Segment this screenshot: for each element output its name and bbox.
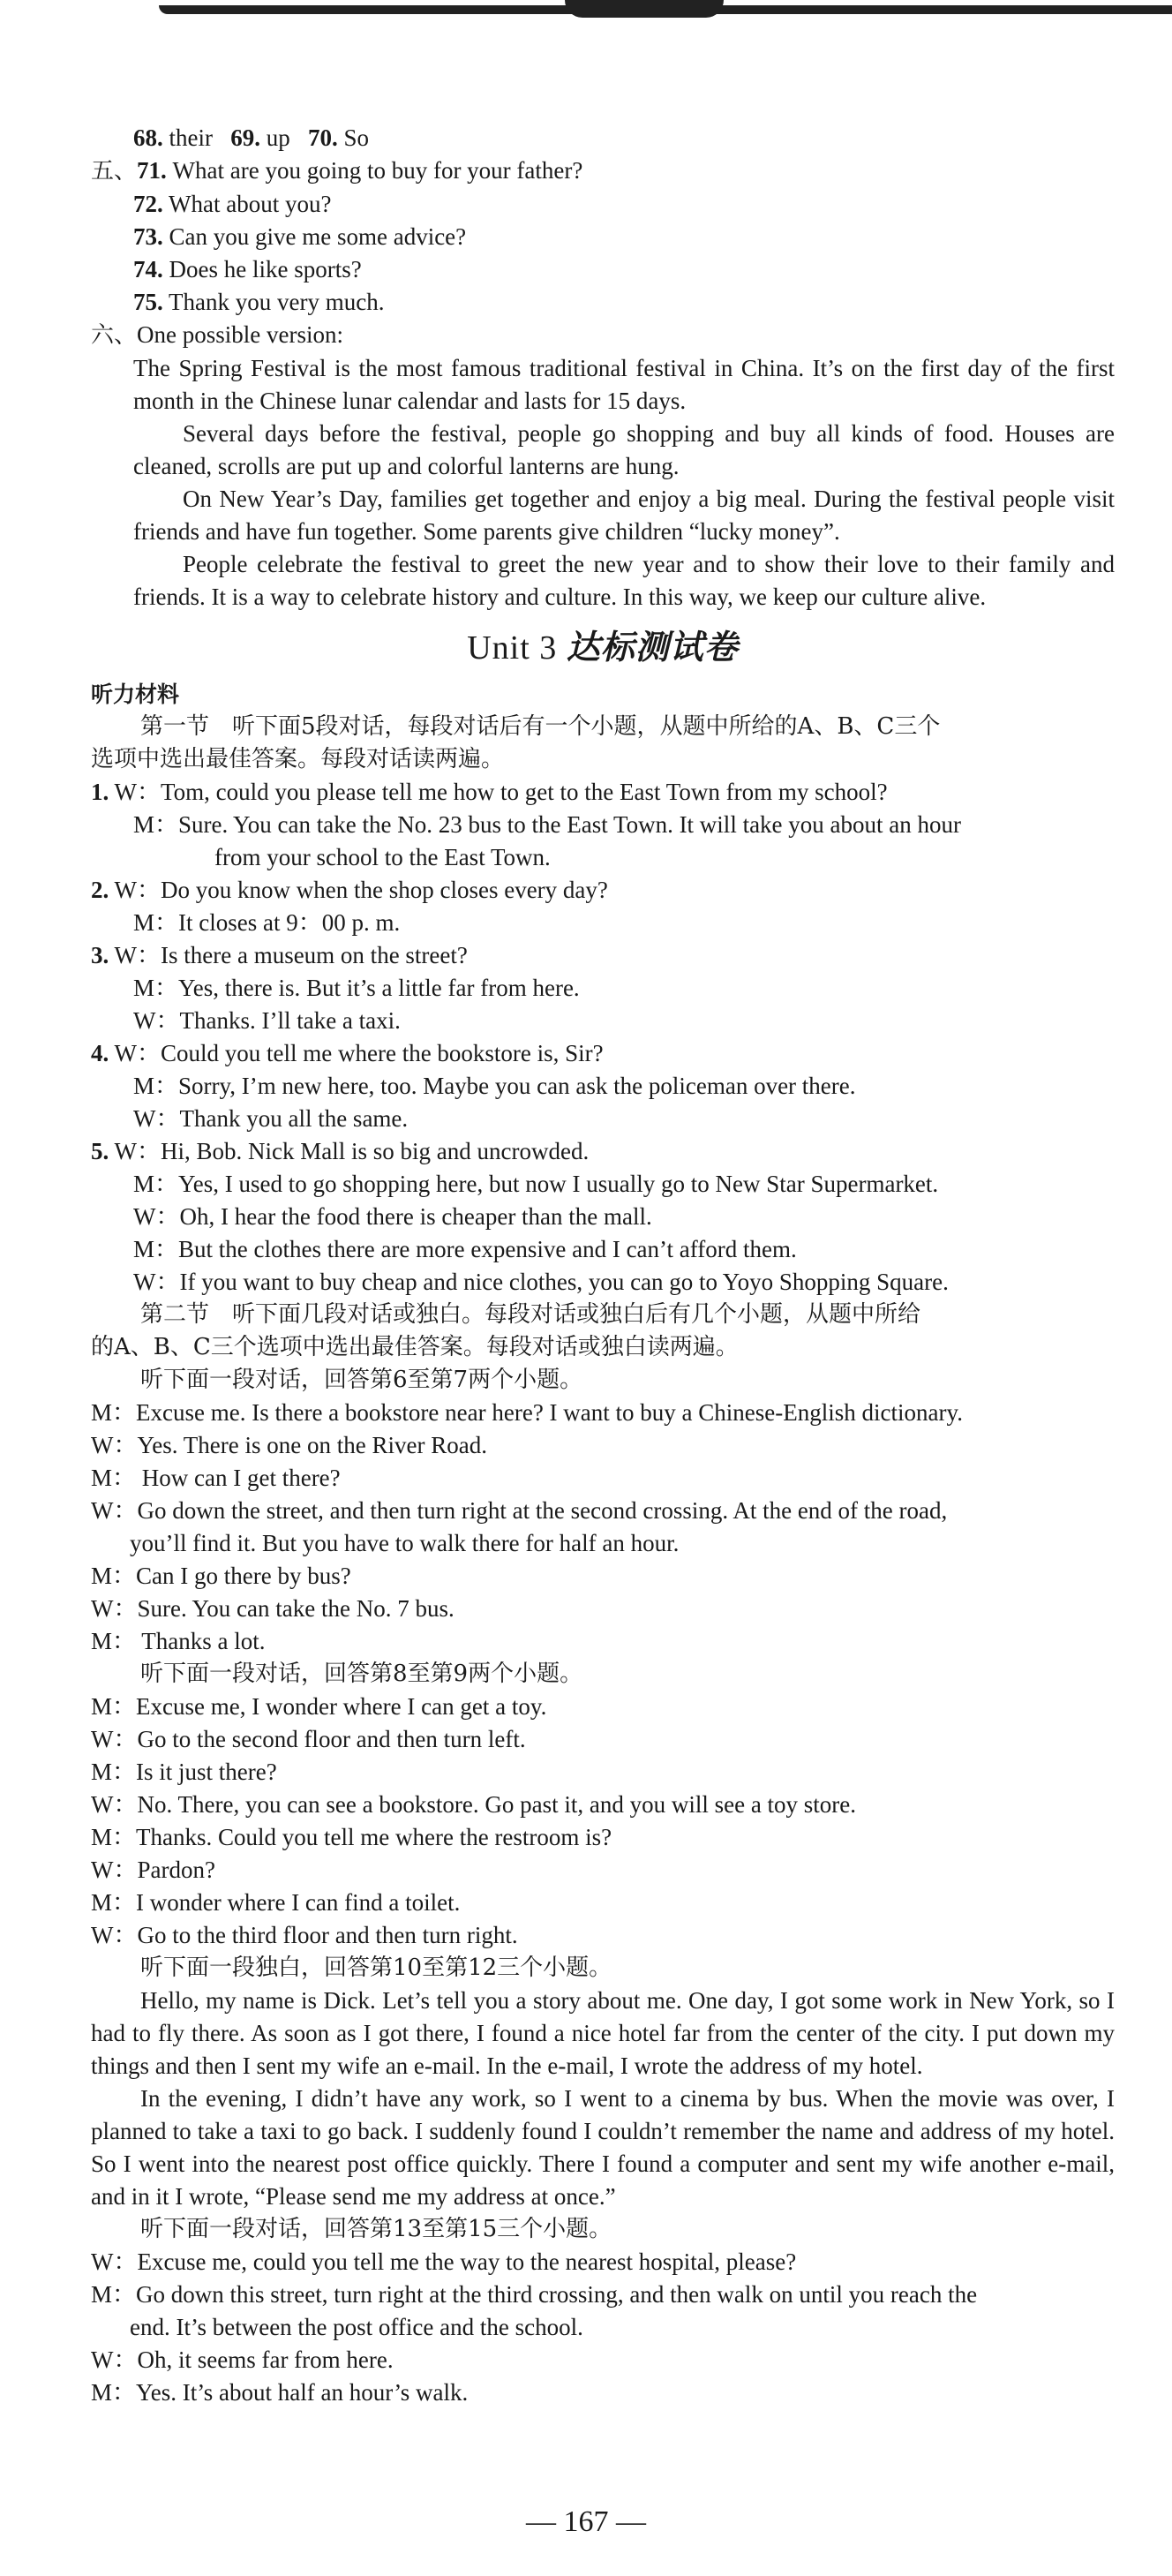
section2-intro-cont: 的A、B、C三个选项中选出最佳答案。每段对话或独白读两遍。 <box>91 1334 739 1360</box>
speaker: M： <box>91 1693 137 1720</box>
utterance: Thanks a lot. <box>136 1628 266 1654</box>
answer-line-72 <box>91 188 1115 221</box>
speaker: W： <box>91 1857 138 1883</box>
speaker: W： <box>114 1040 161 1066</box>
essay-paragraph: People celebrate the festival to greet the new year and to show their love to their family and friends. It is a way to celebrate history and culture. In this way, we keep our culture alive. <box>133 551 1115 610</box>
answer-text: Does he like sports? <box>169 256 362 282</box>
answer-text: up <box>266 124 290 151</box>
utterance: Tom, could you please tell me how to get to the East Town from my school? <box>161 779 888 805</box>
utterance: Go down this street, turn right at the third crossing, and then walk on until you reach the <box>136 2281 978 2308</box>
speaker: M： <box>91 1889 137 1916</box>
speaker: W： <box>91 1791 138 1818</box>
answer-line-68-70 <box>91 122 1115 154</box>
speaker: M： <box>133 1171 179 1197</box>
speaker: M： <box>91 1465 137 1491</box>
speaker: W： <box>133 1105 180 1132</box>
answer-line-75 <box>91 286 1115 319</box>
speaker: M： <box>91 2379 137 2406</box>
utterance: I wonder where I can find a toilet. <box>136 1889 461 1916</box>
speaker: M： <box>91 1824 137 1850</box>
speaker: W： <box>133 1007 180 1034</box>
answer-number: 69. <box>230 124 260 151</box>
utterance: Can I go there by bus? <box>136 1563 351 1589</box>
scan-edge-notch <box>565 0 724 18</box>
speaker: W： <box>91 1497 138 1524</box>
answer-text: Thank you very much. <box>169 289 385 315</box>
listening-label: 听力材料 <box>91 682 180 707</box>
speaker: M： <box>133 975 179 1001</box>
dialog-line <box>91 1037 1115 1070</box>
dialog-line <box>91 1691 1115 1723</box>
answer-line-71 <box>91 154 1115 188</box>
dialog-line <box>91 874 1115 907</box>
speaker: W： <box>91 1595 138 1622</box>
unit-heading <box>91 621 1115 674</box>
speaker: W： <box>91 1922 138 1948</box>
dialog-line <box>91 1593 1115 1625</box>
utterance: Oh, I hear the food there is cheaper than the mall. <box>179 1203 652 1230</box>
answer-text: Can you give me some advice? <box>169 223 467 250</box>
speaker: M： <box>91 1628 137 1654</box>
speaker: M： <box>91 1399 137 1426</box>
dialog-line <box>91 1887 1115 1919</box>
dialog-line <box>91 1821 1115 1854</box>
speaker: W： <box>114 877 161 903</box>
section1-intro-cont: 选项中选出最佳答案。每段对话读两遍。 <box>91 746 505 772</box>
item-number: 1. <box>91 779 109 805</box>
utterance: Sorry, I’m new here, too. Maybe you can ask the policeman over there. <box>178 1073 856 1099</box>
page-number: — 167 — <box>526 2505 646 2538</box>
utterance: If you want to buy cheap and nice clothes, you can go to Yoyo Shopping Square. <box>179 1269 949 1295</box>
dialog-intro: 听下面一段对话，回答第8至第9两个小题。 <box>140 1661 583 1687</box>
speaker: M： <box>91 1759 137 1785</box>
essay-paragraph: The Spring Festival is the most famous traditional festival in China. It’s on the first day of the first month in the Chinese lunar calendar and lasts for 15 days. <box>133 355 1115 414</box>
dialog-line <box>91 907 1115 939</box>
dialog-line <box>91 1919 1115 1952</box>
answer-line-74 <box>91 253 1115 286</box>
monologue-paragraph: In the evening, I didn’t have any work, so I went to a cinema by bus. When the movie was over, I planned to take a taxi to go back. I suddenly found I couldn’t remember the name and address of my hotel. So I went into the nearest post office quickly. There I found a computer and sent my wife another e-mail, and in it I wrote, “Please send me my address at once.” <box>91 2085 1115 2210</box>
answer-text: So <box>343 124 370 151</box>
utterance: Is it just there? <box>136 1759 277 1785</box>
dialog-line <box>91 2278 1115 2311</box>
speaker: M： <box>91 2281 137 2308</box>
utterance: Sure. You can take the No. 23 bus to the East Town. It will take you about an hour <box>178 811 961 838</box>
item-number: 4. <box>91 1040 109 1066</box>
dialog-line <box>91 776 1115 809</box>
essay-paragraph: On New Year’s Day, families get together and enjoy a big meal. During the festival people visit friends and have fun together. Some parents give children “lucky money”. <box>133 486 1115 545</box>
item-number: 5. <box>91 1138 109 1164</box>
utterance: But the clothes there are more expensive and I can’t afford them. <box>178 1236 797 1262</box>
answer-number: 68. <box>133 124 163 151</box>
section-mark: 六、 <box>91 322 138 349</box>
dialog-line <box>91 1135 1115 1168</box>
utterance: Thank you all the same. <box>179 1105 409 1132</box>
speaker: W： <box>114 779 161 805</box>
dialog-line <box>91 1201 1115 1233</box>
utterance: How can I get there? <box>136 1465 341 1491</box>
item-number: 2. <box>91 877 109 903</box>
dialog-line <box>91 1854 1115 1887</box>
item-number: 3. <box>91 942 109 968</box>
utterance: Is there a museum on the street? <box>161 942 468 968</box>
utterance: Hi, Bob. Nick Mall is so big and uncrowded. <box>161 1138 590 1164</box>
dialog-line <box>91 972 1115 1005</box>
speaker: W： <box>91 1726 138 1752</box>
section1-intro: 第一节 听下面5段对话，每段对话后有一个小题，从题中所给的A、B、C三个 <box>140 713 941 740</box>
dialog-line-cont: end. It’s between the post office and the school. <box>130 2314 583 2340</box>
utterance: Thanks. Could you tell me where the restroom is? <box>136 1824 612 1850</box>
utterance: Go down the street, and then turn right at the second crossing. At the end of the road, <box>137 1497 948 1524</box>
answer-number: 73. <box>133 223 163 250</box>
dialog-line <box>91 1429 1115 1462</box>
dialog-line <box>91 809 1115 841</box>
unit-title: Unit 3 <box>467 629 558 667</box>
utterance: Excuse me, I wonder where I can get a toy. <box>136 1693 547 1720</box>
dialog-line-cont: you’ll find it. But you have to walk there for half an hour. <box>130 1530 680 1556</box>
essay-paragraph: Several days before the festival, people go shopping and buy all kinds of food. Houses are cleaned, scrolls are put up and colorful lanterns are hung. <box>133 420 1115 479</box>
speaker: M： <box>133 811 179 838</box>
dialog-line <box>91 1756 1115 1789</box>
utterance: Yes, there is. But it’s a little far from here. <box>178 975 580 1001</box>
essay-label: One possible version: <box>137 321 343 348</box>
dialog-line <box>91 2344 1115 2376</box>
unit-subtitle: 达标测试卷 <box>566 627 739 667</box>
utterance: Do you know when the shop closes every day? <box>161 877 608 903</box>
answer-line-73 <box>91 221 1115 253</box>
speaker: W： <box>91 1432 138 1458</box>
utterance: It closes at 9：00 p. m. <box>178 909 401 936</box>
answer-text: their <box>169 124 213 151</box>
dialog-line <box>91 1233 1115 1266</box>
utterance: No. There, you can see a bookstore. Go past it, and you will see a toy store. <box>137 1791 857 1818</box>
utterance: Excuse me, could you tell me the way to the nearest hospital, please? <box>137 2248 797 2275</box>
answer-number: 70. <box>307 124 338 151</box>
answer-text: What about you? <box>169 191 332 217</box>
answer-number: 75. <box>133 289 163 315</box>
utterance: Go to the third floor and then turn right. <box>137 1922 518 1948</box>
utterance: Yes. It’s about half an hour’s walk. <box>136 2379 469 2406</box>
answer-page <box>91 122 1115 2409</box>
dialog-line <box>91 1070 1115 1103</box>
utterance: Thanks. I’ll take a taxi. <box>179 1007 401 1034</box>
dialog-line <box>91 939 1115 972</box>
section2-intro: 第二节 听下面几段对话或独白。每段对话或独白后有几个小题，从题中所给 <box>140 1301 921 1328</box>
speaker: W： <box>114 942 161 968</box>
answer-number: 72. <box>133 191 163 217</box>
essay-label-line <box>91 319 1115 352</box>
utterance: Go to the second floor and then turn left. <box>137 1726 526 1752</box>
dialog-line <box>91 1723 1115 1756</box>
dialog-line <box>91 2376 1115 2409</box>
utterance: Yes. There is one on the River Road. <box>137 1432 487 1458</box>
speaker: M： <box>133 909 179 936</box>
dialog-line <box>91 1495 1115 1527</box>
dialog-line <box>91 1168 1115 1201</box>
dialog-line <box>91 1462 1115 1495</box>
section-mark: 五、 <box>91 158 138 185</box>
utterance: Pardon? <box>137 1857 215 1883</box>
utterance: Yes, I used to go shopping here, but now I usually go to New Star Supermarket. <box>178 1171 939 1197</box>
utterance: Could you tell me where the bookstore is, Sir? <box>161 1040 604 1066</box>
dialog-intro: 听下面一段对话，回答第13至第15三个小题。 <box>140 2216 612 2242</box>
dialog-line <box>91 1560 1115 1593</box>
dialog-line <box>91 1397 1115 1429</box>
answer-text: What are you going to buy for your father? <box>172 157 583 184</box>
speaker: M： <box>91 1563 137 1589</box>
dialog-line-cont: from your school to the East Town. <box>214 844 551 870</box>
speaker: W： <box>133 1203 180 1230</box>
dialog-intro: 听下面一段对话，回答第6至第7两个小题。 <box>140 1367 583 1393</box>
speaker: W： <box>133 1269 180 1295</box>
utterance: Excuse me. Is there a bookstore near here? I want to buy a Chinese-English dictionary. <box>136 1399 963 1426</box>
dialog-line <box>91 1625 1115 1658</box>
monologue-paragraph: Hello, my name is Dick. Let’s tell you a story about me. One day, I got some work in New York, so I had to fly there. As soon as I got there, I found a nice hotel far from the center of the city. I put down my things and then I sent my wife an e-mail. In the e-mail, I wrote the address of my hotel. <box>91 1987 1115 2079</box>
utterance: Oh, it seems far from here. <box>137 2346 394 2373</box>
dialog-line <box>91 1789 1115 1821</box>
utterance: Sure. You can take the No. 7 bus. <box>137 1595 455 1622</box>
answer-number: 74. <box>133 256 163 282</box>
dialog-line <box>91 1266 1115 1299</box>
dialog-line <box>91 1005 1115 1037</box>
speaker: M： <box>133 1073 179 1099</box>
answer-number: 71. <box>137 157 167 184</box>
dialog-line <box>91 2246 1115 2278</box>
speaker: W： <box>114 1138 161 1164</box>
speaker: W： <box>91 2346 138 2373</box>
monologue-intro: 听下面一段独白，回答第10至第12三个小题。 <box>140 1955 612 1981</box>
speaker: W： <box>91 2248 138 2275</box>
dialog-line <box>91 1103 1115 1135</box>
speaker: M： <box>133 1236 179 1262</box>
